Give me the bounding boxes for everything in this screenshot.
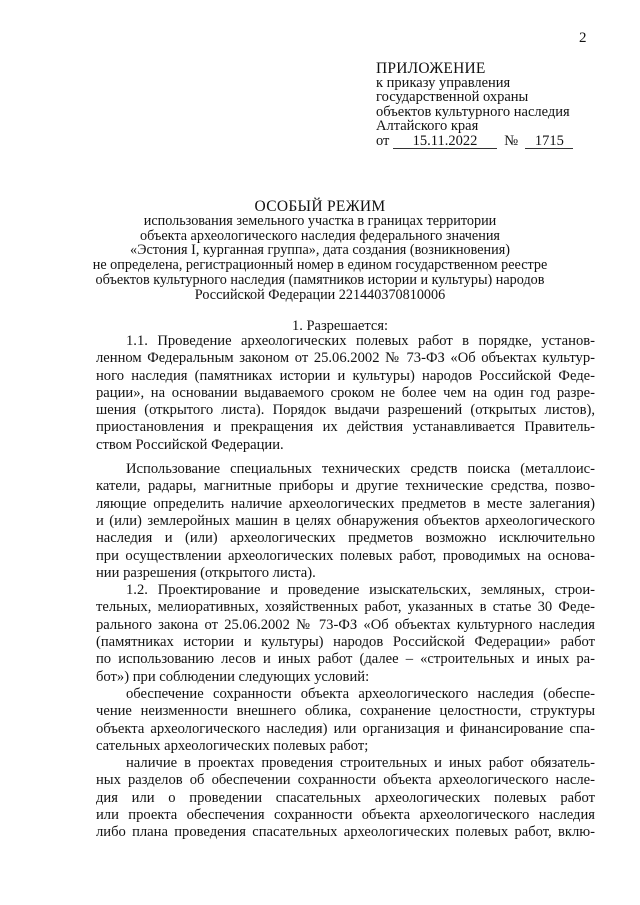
text-line: тельных, мелиоративных, хозяйственных работ, указанных в статье 30 Феде-	[96, 599, 595, 616]
document-title: ОСОБЫЙ РЕЖИМ	[254, 198, 386, 215]
text-line: либо плана проведения спасательных археологических полевых работ, вклю-	[96, 824, 595, 841]
text-line: (памятниках истории и культуры) народов Российской Федерации» работ	[96, 634, 595, 651]
text-line: сательных археологических полевых работ;	[96, 737, 369, 754]
text-line: или проекта обеспечения сохранности объекта археологического наследия	[96, 807, 595, 824]
subtitle-line: использования земельного участка в границах территории	[143, 213, 497, 229]
text-line: чение неизменности внешнего облика, сохранение целостности, структуры	[96, 703, 595, 720]
document-subtitle	[0, 214, 640, 302]
order-date: 15.11.2022	[393, 134, 497, 149]
text-line: ных разделов об обеспечении сохранности объекта археологического насле-	[96, 772, 595, 789]
text-line: бот») при соблюдении следующих условий:	[96, 668, 370, 685]
text-line: катели, радары, магнитные приборы и другие технические средства, позво-	[96, 478, 595, 495]
appendix-line: Алтайского края	[376, 117, 479, 134]
text-line: дия или о проведении спасательных археологических полевых работ	[96, 789, 595, 806]
order-date-line	[376, 134, 573, 149]
text-line: ством Российской Федерации.	[96, 436, 284, 453]
text-line: ленном Федеральным законом от 25.06.2002 № 73-ФЗ «Об объектах культур-	[96, 350, 595, 367]
page-number: 2	[579, 30, 587, 46]
appendix-block	[376, 62, 573, 149]
paragraph	[96, 686, 595, 755]
text-line: обеспечение сохранности объекта археологического наследия (обеспе-	[126, 685, 595, 702]
appendix-line: государственной охраны	[376, 89, 529, 106]
subtitle-line: не определена, регистрационный номер в едином государственном реестре	[92, 257, 548, 274]
text-line: ляющие определить наличие археологических предметов в месте залегания)	[96, 495, 595, 512]
appendix-line: к приказу управления	[376, 75, 511, 92]
subtitle-line: объекта археологического наследия федерального значения	[140, 227, 500, 244]
subtitle-line: объектов культурного наследия (памятников истории и культуры) народов	[95, 271, 545, 288]
paragraph	[96, 755, 595, 841]
text-line: рального закона от 25.06.2002 № 73-ФЗ «Об объектах культурного наследия	[96, 616, 595, 633]
text-line: по использованию лесов и иных работ (далее – «строительных и иных ра-	[96, 651, 595, 668]
text-line: наследия и (или) археологических предметов возможно исключительно	[96, 530, 595, 547]
from-label: от	[376, 133, 390, 150]
text-line: рации», на основании выдаваемого сроком не более чем на один год разре-	[96, 384, 595, 401]
text-line: 1.1. Проведение археологических полевых работ в порядке, установ-	[126, 333, 595, 349]
subtitle-line: Российской Федерации 221440370810006	[194, 286, 446, 303]
paragraph	[96, 461, 595, 582]
text-line: нии разрешения (открытого листа).	[96, 564, 316, 581]
text-line: и (или) землеройных машин в целях обнаружения объектов археологического	[96, 512, 595, 529]
text-line: наличие в проектах проведения строительных и иных работ обязатель-	[126, 755, 595, 772]
text-line: шения (открытого листа). Порядок выдачи разрешений (открытых листов),	[96, 402, 595, 419]
number-label: №	[504, 133, 519, 150]
text-line: объекта археологического наследия) или организация и финансирование спа-	[96, 720, 595, 737]
text-line: приостановления и прекращения их действия устанавливается Правитель-	[96, 419, 595, 436]
appendix-line: объектов культурного наследия	[376, 103, 570, 120]
document-body	[96, 333, 595, 842]
text-line: при осуществлении археологических полевых работ, проводимых на основа-	[96, 547, 595, 564]
text-line: 1.2. Проектирование и проведение изыскательских, земляных, строи-	[126, 582, 595, 599]
paragraph	[96, 333, 595, 454]
section-heading: 1. Разрешается:	[291, 318, 389, 334]
order-number: 1715	[525, 134, 573, 149]
text-line: Использование специальных технических средств поиска (металлоис-	[126, 461, 595, 478]
text-line: ного наследия (памятниках истории и культуры) народов Российской Феде-	[96, 367, 595, 384]
subtitle-line: «Эстония I, курганная группа», дата создания (возникновения)	[130, 242, 510, 259]
paragraph	[96, 582, 595, 686]
appendix-heading: ПРИЛОЖЕНИЕ	[376, 60, 486, 77]
